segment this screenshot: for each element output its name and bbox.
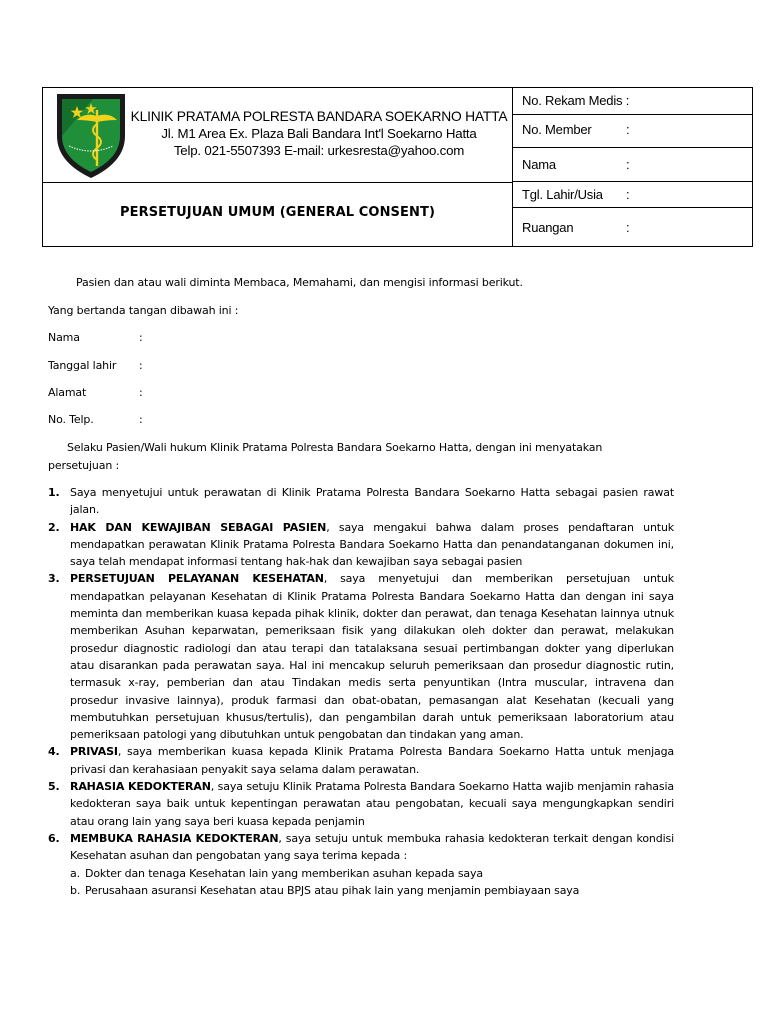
clinic-address: Jl. M1 Area Ex. Plaza Bali Bandara Int'l Soekarno Hatta (161, 126, 477, 141)
field-label: No. Member (522, 122, 592, 137)
item-heading: PRIVASI (70, 745, 118, 759)
subitem-text: Perusahaan asuransi Kesehatan atau BPJS atau pihak lain yang menjamin pembiayaan saya (85, 883, 580, 897)
field-tgl-lahir[interactable] (513, 182, 753, 208)
identity-colon: : (139, 331, 143, 344)
clinic-name: KLINIK PRATAMA POLRESTA BANDARA SOEKARNO HATTA (130, 109, 508, 124)
field-nama[interactable] (513, 148, 753, 182)
field-label: Tgl. Lahir/Usia (522, 187, 603, 202)
item-number: 3. (48, 572, 60, 586)
clinic-logo (53, 90, 129, 180)
consent-item-6 (48, 830, 674, 899)
clinic-contact: Telp. 021-5507393 E-mail: urkesresta@yahoo.com (173, 143, 465, 158)
statement-line-2: persetujuan : (48, 459, 120, 472)
identity-label: No. Telp. (48, 413, 94, 426)
identity-label: Nama (48, 331, 80, 344)
document-title: PERSETUJUAN UMUM (GENERAL CONSENT) (120, 205, 435, 220)
item-text: , saya mengakui bahwa dalam proses pendaftaran untuk mendapatkan perawatan Klinik Pratama Polresta Bandara Soekarno Hatta dan penandatanganan dokumen ini, saya telah mendapat informasi tentang hak-hak dan kewajiban saya sebagai pasien (70, 520, 674, 569)
clinic-info (129, 108, 509, 159)
identity-colon: : (139, 386, 143, 399)
item-heading: MEMBUKA RAHASIA KEDOKTERAN (70, 831, 279, 845)
field-rekam-medis[interactable] (513, 88, 753, 115)
item-heading: PERSETUJUAN PELAYANAN KESEHATAN (70, 572, 324, 586)
item-text: , saya setuju Klinik Pratama Polresta Bandara Soekarno Hatta wajib menjamin rahasia kedokteran saya baik untuk kepentingan perawatan atau pengobatan, kecuali saya mengungkapkan sendiri atau orang lain yang saya beri kuasa kepada penjamin (70, 780, 674, 828)
consent-item-5 (48, 778, 674, 830)
item-heading: RAHASIA KEDOKTERAN (70, 780, 211, 794)
consent-item-1 (48, 484, 674, 519)
identity-label: Tanggal lahir (48, 359, 117, 372)
field-ruangan[interactable] (513, 208, 753, 246)
field-label: Nama (522, 157, 556, 172)
item-text: , saya memberikan kuasa kepada Klinik Pratama Polresta Bandara Soekarno Hatta untuk menjaga privasi dan kerahasiaan penyakit saya selama dalam perawatan. (70, 745, 674, 776)
consent-list (48, 484, 674, 899)
consent-item-3 (48, 570, 674, 743)
field-label: No. Rekam Medis : (522, 93, 630, 108)
field-colon: : (626, 187, 630, 202)
item-number: 5. (48, 780, 60, 794)
identity-colon: : (139, 359, 143, 372)
item-heading: HAK DAN KEWAJIBAN SEBAGAI PASIEN (70, 520, 327, 534)
header-table (42, 87, 753, 247)
field-no-member[interactable] (513, 115, 753, 148)
caduceus-shield-icon (53, 90, 129, 180)
intro-text: Pasien dan atau wali diminta Membaca, Memahami, dan mengisi informasi berikut. (76, 276, 523, 289)
identity-colon: : (139, 413, 143, 426)
statement-line-1: Selaku Pasien/Wali hukum Klinik Pratama Polresta Bandara Soekarno Hatta, dengan ini menyatakan (67, 441, 603, 454)
header-divider-horizontal (43, 182, 512, 183)
field-colon: : (626, 220, 630, 235)
consent-sublist (70, 865, 674, 900)
field-label: Ruangan (522, 220, 574, 235)
subitem-letter: b. (70, 883, 81, 897)
item-number: 6. (48, 831, 60, 845)
item-number: 2. (48, 520, 60, 534)
item-number: 4. (48, 745, 60, 759)
field-colon: : (626, 157, 630, 172)
consent-item-4 (48, 743, 674, 778)
subitem-text: Dokter dan tenaga Kesehatan lain yang memberikan asuhan kepada saya (85, 866, 483, 880)
subitem-letter: a. (70, 866, 80, 880)
signer-intro: Yang bertanda tangan dibawah ini : (48, 304, 239, 317)
consent-subitem-b (70, 882, 674, 899)
consent-item-2 (48, 519, 674, 571)
item-text: , saya setuju untuk membuka rahasia kedokteran terkait dengan kondisi Kesehatan asuhan dan pengobatan yang saya terima kepada : (70, 831, 674, 863)
field-colon: : (626, 122, 630, 137)
item-number: 1. (48, 486, 60, 499)
identity-label: Alamat (48, 386, 87, 399)
item-text: , saya menyetujui dan memberikan persetujuan untuk mendapatkan pelayanan Kesehatan di Klinik Pratama Polresta Bandara Soekarno Hatta dan dengan ini saya meminta dan memberikan kuasa kepada pihak klinik, dokter dan perawat, dan tenaga Kesehatan lainnya utnuk memberikan Asuhan keparwatan, pemeriksaan fisik yang dilakukan oleh dokter dan perawat, melakukan prosedur diagnostic radiologi dan atau terapi dan tatalaksana sesuai pertimbangan dokter yang diperlukan atau disarankan pada perawatan saya. Hal ini mencakup seluruh pemeriksaan dan prosedur diagnostic rutin, termasuk x-ray, pemberian dan atau Tindakan medis serta penyuntikan (Intra muscular, intravena dan prosedur invasive lainnya), produk farmasi dan obat-obatan, pemasangan alat Kesehatan (kecuali yang membutuhkan persetujuan khusus/tertulis), dan pengambilan darah untuk pemeriksaan laboratorium atau pemeriksaan patologi yang dibutuhkan untuk pengobatan dan tindakan yang aman. (70, 572, 674, 742)
item-text: Saya menyetujui untuk perawatan di Klinik Pratama Polresta Bandara Soekarno Hatta sebagai pasien rawat jalan. (70, 486, 674, 517)
consent-subitem-a (70, 865, 674, 882)
